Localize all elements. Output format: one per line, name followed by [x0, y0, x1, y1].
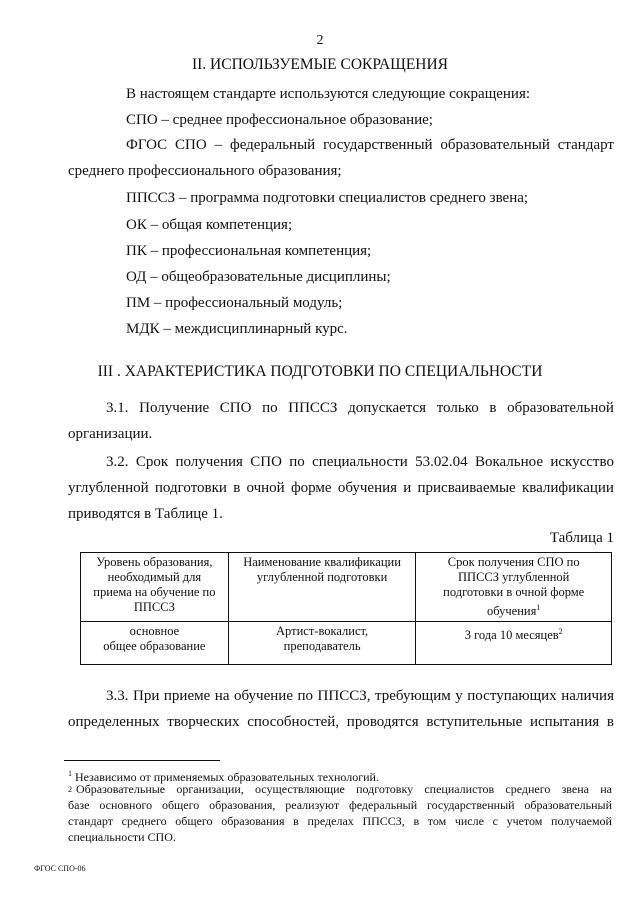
- table-header-row: [81, 553, 612, 622]
- word: основного: [99, 798, 153, 812]
- word: 53.02.04: [415, 454, 468, 470]
- footnote-separator: [64, 760, 220, 761]
- word: в: [233, 480, 241, 496]
- word: углубленной: [68, 480, 149, 496]
- word: проводятся: [346, 714, 419, 730]
- word: в: [606, 714, 614, 730]
- word: Образовательные: [76, 782, 166, 796]
- word: стандарт: [557, 137, 614, 153]
- word: среднего: [505, 782, 551, 796]
- word: числе: [454, 814, 484, 828]
- word: общего: [161, 798, 200, 812]
- word: пределах: [307, 814, 354, 828]
- word: СПО: [219, 400, 252, 416]
- word: реализуют: [285, 798, 340, 812]
- word: учетом: [506, 814, 543, 828]
- page-number: 2: [316, 33, 324, 48]
- word: искусство: [550, 454, 614, 470]
- abbrev-item: ОК – общая компетенция;: [126, 217, 293, 233]
- word: по: [262, 400, 278, 416]
- word: СПО: [250, 454, 282, 470]
- word: государственный: [323, 137, 433, 153]
- word: 3.2.: [106, 454, 129, 470]
- abbrev-intro: В настоящем стандарте используются следующие сокращения:: [126, 86, 531, 102]
- word: образовательный: [440, 137, 550, 153]
- word: базе: [68, 798, 90, 812]
- word: требующим: [375, 688, 451, 704]
- word: приеме: [163, 688, 211, 704]
- word: организации,: [176, 782, 244, 796]
- word: ППССЗ,: [362, 814, 405, 828]
- word: ППССЗ: [288, 400, 338, 416]
- word: форме: [290, 480, 332, 496]
- word: Вокальное: [474, 454, 543, 470]
- word: Срок: [135, 454, 169, 470]
- footnote-2-line4: специальности СПО.: [68, 830, 176, 844]
- word: получения: [175, 454, 243, 470]
- word: допускается: [348, 400, 427, 416]
- word: у: [455, 688, 463, 704]
- word: обучения: [337, 480, 398, 496]
- abbrev-fgos-line2: среднего профессионального образования;: [68, 163, 342, 179]
- footnote-2-line1: 2 Образовательные организации, осуществляющие подготовку специалистов среднего звена на: [68, 782, 612, 796]
- word: по: [297, 688, 314, 704]
- abbrev-item: МДК – междисциплинарный курс.: [126, 321, 348, 337]
- para-3-3-line1: [106, 688, 614, 705]
- word: испытания: [529, 714, 600, 730]
- header-cell-duration: Срок получения СПО по ППССЗ углубленной подготовки в очной форме обучения$^1$: [416, 553, 612, 622]
- word: осуществляющие: [254, 782, 345, 796]
- word: образовательный: [524, 798, 612, 812]
- word: только: [436, 400, 479, 416]
- qualification-table: [80, 552, 612, 665]
- word: на: [600, 782, 612, 796]
- table-row: [81, 622, 612, 665]
- para-3-1-line2: организации.: [68, 426, 153, 442]
- word: При: [133, 688, 160, 704]
- para-3-2-line2: [68, 480, 614, 497]
- word: образовательной: [507, 400, 614, 416]
- section-2-heading: II. ИСПОЛЬЗУЕМЫЕ СОКРАЩЕНИЯ: [191, 56, 449, 73]
- word: творческих: [167, 714, 240, 730]
- word: ППССЗ,: [317, 688, 371, 704]
- word: наличия: [561, 688, 614, 704]
- word: в: [489, 400, 497, 416]
- word: способностей,: [247, 714, 340, 730]
- word: среднего: [121, 814, 167, 828]
- word: образования,: [209, 798, 276, 812]
- word: стандарт: [68, 814, 113, 828]
- word: с: [492, 814, 498, 828]
- word: на: [214, 688, 230, 704]
- abbrev-item: ППССЗ – программа подготовки специалистов среднего звена;: [126, 190, 529, 206]
- word: том: [427, 814, 447, 828]
- word: общего: [175, 814, 213, 828]
- word: поступающих: [467, 688, 557, 704]
- footer-label: ФГОС СПО-06: [34, 864, 86, 873]
- word: специалистов: [424, 782, 495, 796]
- word: квалификации: [521, 480, 614, 496]
- word: специальности: [312, 454, 408, 470]
- word: СПО: [175, 137, 207, 153]
- word: присваиваемые: [417, 480, 516, 496]
- word: подготовки: [154, 480, 227, 496]
- word: ФГОС: [126, 137, 168, 153]
- word: звена: [561, 782, 589, 796]
- word: в: [293, 814, 299, 828]
- section-3-heading: III . ХАРАКТЕРИСТИКА ПОДГОТОВКИ ПО СПЕЦИАЛЬНОСТИ: [97, 363, 543, 380]
- abbrev-item: ПК – профессиональная компетенция;: [126, 243, 372, 259]
- word: федеральный: [348, 798, 418, 812]
- word: определенных: [68, 714, 160, 730]
- footnote-2-line3: [68, 814, 612, 829]
- cell-duration: 3 года 10 месяцев$^2$: [416, 622, 612, 665]
- para-3-2-line1: [106, 454, 614, 471]
- abbrev-item: ОД – общеобразовательные дисциплины;: [126, 269, 391, 285]
- word: –: [214, 137, 223, 153]
- para-3-2-line3: приводятся в Таблице 1.: [68, 506, 223, 522]
- header-cell-education-level: Уровень образования, необходимый для приема на обучение по ППССЗ: [81, 553, 229, 622]
- abbrev-fgos-line1: [126, 137, 614, 154]
- word: 3.1.: [106, 400, 129, 416]
- word: в: [413, 814, 420, 828]
- word: и: [403, 480, 412, 496]
- word: по: [289, 454, 305, 470]
- word: очной: [246, 480, 285, 496]
- footnote-2-line2: [68, 798, 612, 813]
- para-3-1-line1: [106, 400, 614, 417]
- word: образования: [221, 814, 285, 828]
- word: вступительные: [426, 714, 523, 730]
- header-cell-qualification: Наименование квалификации углубленной подготовки: [228, 553, 416, 622]
- footnote-1: $^1$ Независимо от применяемых образовательных технологий.: [68, 769, 379, 784]
- abbrev-spo: СПО – среднее профессиональное образование;: [126, 112, 433, 128]
- word: государственный: [426, 798, 515, 812]
- word: федеральный: [229, 137, 316, 153]
- para-3-3-line2: [68, 714, 614, 731]
- word: 3.3.: [106, 688, 129, 704]
- word: обучение: [234, 688, 293, 704]
- word: подготовку: [356, 782, 414, 796]
- cell-qualification: Артист-вокалист, преподаватель: [228, 622, 416, 665]
- cell-education-level: основное общее образование: [81, 622, 229, 665]
- abbrev-item: ПМ – профессиональный модуль;: [126, 295, 343, 311]
- word: Получение: [139, 400, 210, 416]
- table-caption: Таблица 1: [549, 530, 614, 546]
- word: получаемой: [551, 814, 612, 828]
